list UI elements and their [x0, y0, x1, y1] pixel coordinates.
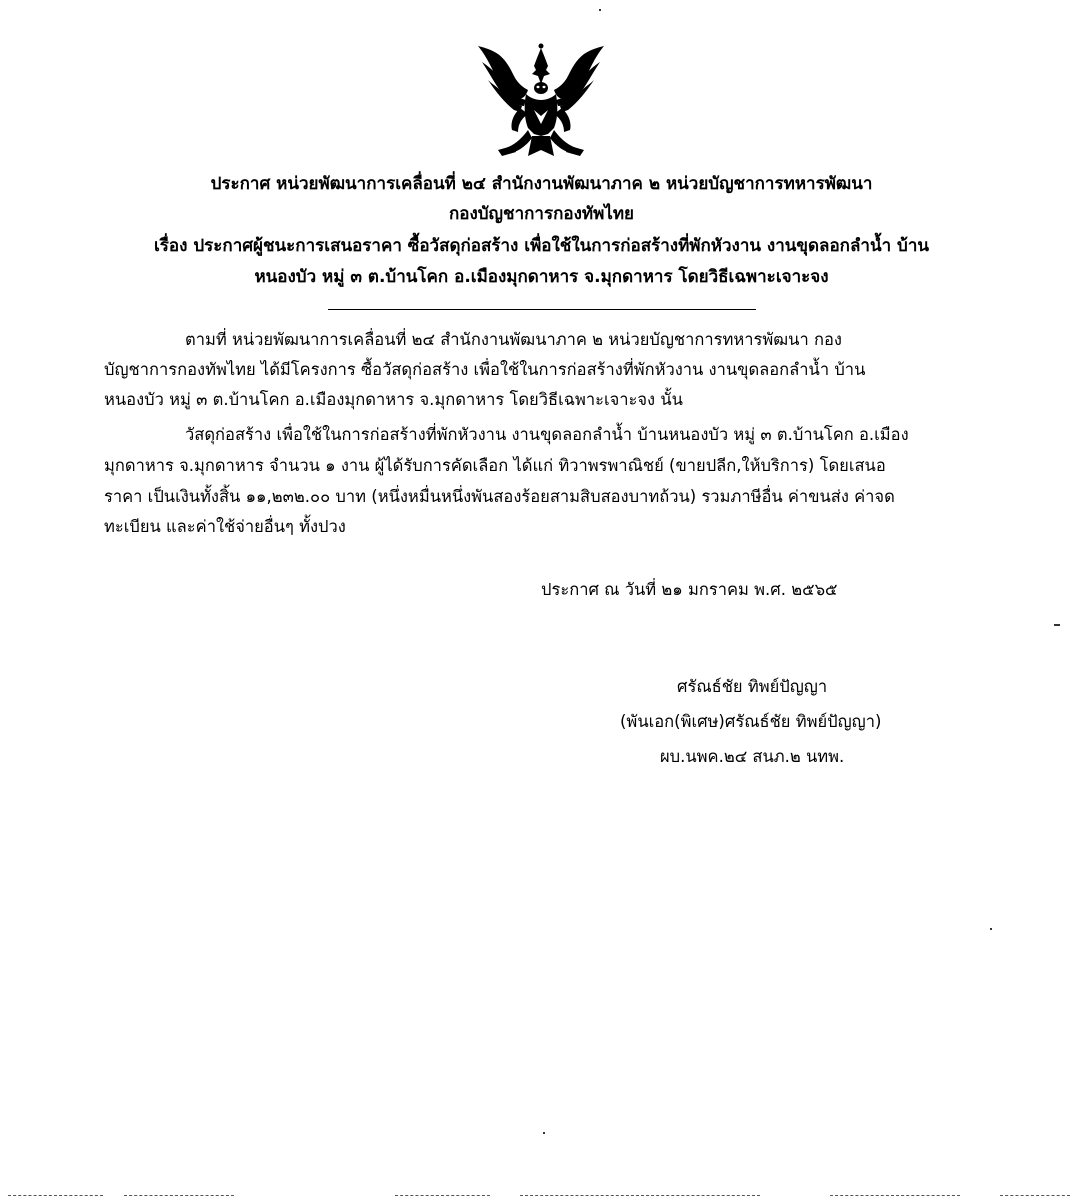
paragraph-1-line-3: หนองบัว หมู่ ๓ ต.บ้านโคก อ.เมืองมุกดาหาร จ.มุกดาหาร โดยวิธีเฉพาะเจาะจง นั้น: [104, 390, 683, 409]
paragraph-2-line-4: ทะเบียน และค่าใช้จ่ายอื่นๆ ทั้งปวง: [104, 517, 346, 536]
footer-scan-line: [520, 1195, 760, 1196]
scan-speck: [990, 928, 992, 930]
heading-divider: [328, 309, 756, 310]
signature-name: ศรัณธ์ชัย ทิพย์ปัญญา: [677, 677, 828, 696]
heading-subject-line-1: เรื่อง ประกาศผู้ชนะการเสนอราคา ซื้อวัสดุก่อสร้าง เพื่อใช้ในการก่อสร้างที่พักหัวงาน งานขุดลอกลำน้ำ บ้าน: [153, 236, 929, 256]
paragraph-1-line-2: บัญชาการกองทัพไทย ได้มีโครงการ ซื้อวัสดุก่อสร้าง เพื่อใช้ในการก่อสร้างที่พักหัวงาน งานขุดลอกลำน้ำ บ้าน: [104, 360, 866, 379]
announcement-date: ประกาศ ณ วันที่ ๒๑ มกราคม พ.ศ. ๒๕๖๕: [541, 580, 838, 599]
footer-scan-line: [8, 1195, 103, 1196]
heading-line-1: ประกาศ หน่วยพัฒนาการเคลื่อนที่ ๒๔ สำนักงานพัฒนาภาค ๒ หน่วยบัญชาการทหารพัฒนา: [210, 174, 873, 194]
scan-speck: [543, 1132, 545, 1134]
footer-scan-line: [830, 1195, 960, 1196]
scan-speck: [599, 9, 601, 11]
footer-scan-line: [1000, 1195, 1070, 1196]
paragraph-2-line-3: ราคา เป็นเงินทั้งสิ้น ๑๑,๒๓๒.๐๐ บาท (หนึ่งหมื่นหนึ่งพันสองร้อยสามสิบสองบาทถ้วน) รวมภาษีอื่น ค่าขนส่ง ค่าจด: [104, 487, 895, 506]
garuda-emblem-icon: [468, 40, 614, 162]
signatory-printed-name: (พันเอก(พิเศษ)ศรัณธ์ชัย ทิพย์ปัญญา): [620, 712, 882, 731]
footer-scan-line: [124, 1195, 234, 1196]
paragraph-2-line-2: มุกดาหาร จ.มุกดาหาร จำนวน ๑ งาน ผู้ได้รับการคัดเลือก ได้แก่ ทิวาพรพาณิชย์ (ขายปลีก,ให้บริการ) โดยเสนอ: [104, 456, 886, 475]
scan-speck: [1054, 624, 1060, 626]
signatory-position: ผบ.นพค.๒๔ สนภ.๒ นทพ.: [660, 747, 845, 766]
footer-scan-line: [395, 1195, 490, 1196]
heading-subject-line-2: หนองบัว หมู่ ๓ ต.บ้านโคก อ.เมืองมุกดาหาร จ.มุกดาหาร โดยวิธีเฉพาะเจาะจง: [254, 267, 829, 287]
paragraph-2-line-1: วัสดุก่อสร้าง เพื่อใช้ในการก่อสร้างที่พักหัวงาน งานขุดลอกลำน้ำ บ้านหนองบัว หมู่ ๓ ต.บ้านโคก อ.เมือง: [185, 425, 909, 444]
heading-line-2: กองบัญชาการกองทัพไทย: [448, 204, 635, 224]
paragraph-1-line-1: ตามที่ หน่วยพัฒนาการเคลื่อนที่ ๒๔ สำนักงานพัฒนาภาค ๒ หน่วยบัญชาการทหารพัฒนา กอง: [185, 330, 842, 349]
